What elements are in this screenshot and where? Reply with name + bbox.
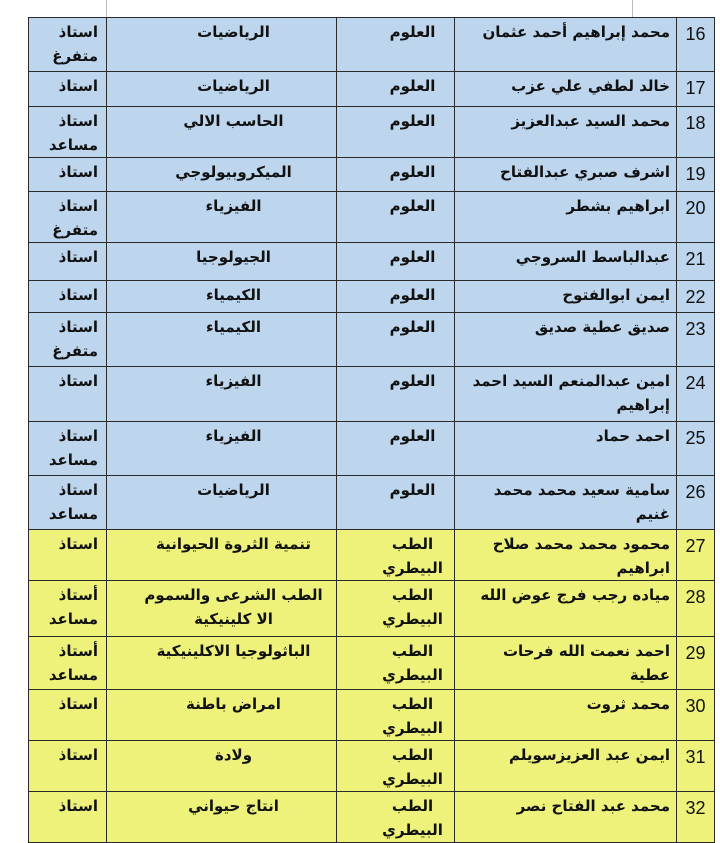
department-cell: الرياضيات [107,18,337,72]
rank-cell: استاذ [29,741,107,792]
table-row [29,367,715,422]
page-border-line [632,0,633,17]
table-row [29,637,715,690]
faculty-cell: العلوم [337,281,455,313]
row-number: 18 [677,107,715,158]
table-row [29,741,715,792]
table-row [29,581,715,637]
faculty-cell: العلوم [337,18,455,72]
row-number: 30 [677,690,715,741]
staff-name: مياده رجب فرج عوض الله [455,581,677,637]
table-row [29,158,715,192]
staff-name: ايمن عبد العزيزسويلم [455,741,677,792]
rank-cell: استاذ مساعد [29,107,107,158]
row-number: 19 [677,158,715,192]
department-cell: الجيولوجيا [107,243,337,281]
rank-cell: استاذ متفرغ [29,18,107,72]
faculty-cell: العلوم [337,192,455,243]
faculty-cell: العلوم [337,107,455,158]
faculty-cell: الطب البيطري [337,530,455,581]
rank-cell: استاذ [29,243,107,281]
staff-name: صديق عطية صديق [455,313,677,367]
row-number: 21 [677,243,715,281]
staff-name: محمد السيد عبدالعزيز [455,107,677,158]
rank-cell: استاذ مساعد [29,422,107,476]
department-cell: الفيزياء [107,422,337,476]
rank-cell: استاذ [29,367,107,422]
department-cell: الكيمياء [107,313,337,367]
row-number: 22 [677,281,715,313]
table-row [29,192,715,243]
staff-name: ابراهيم بشطر [455,192,677,243]
row-number: 27 [677,530,715,581]
staff-name: خالد لطفي علي عزب [455,72,677,107]
page-border-line [106,0,107,17]
row-number: 24 [677,367,715,422]
staff-name: احمد نعمت الله فرحات عطية [455,637,677,690]
rank-cell: استاذ متفرغ [29,313,107,367]
table-row [29,281,715,313]
row-number: 32 [677,792,715,843]
department-cell: الميكروبيولوجي [107,158,337,192]
department-cell: ولادة [107,741,337,792]
table-row [29,422,715,476]
row-number: 17 [677,72,715,107]
rank-cell: استاذ مساعد [29,476,107,530]
department-cell: الطب الشرعى والسموم الا كلينيكية [107,581,337,637]
faculty-cell: الطب البيطري [337,741,455,792]
row-number: 29 [677,637,715,690]
staff-name: محمد ثروت [455,690,677,741]
staff-name: محمود محمد محمد صلاح ابراهيم [455,530,677,581]
staff-name: محمد عبد الفتاح نصر [455,792,677,843]
staff-name: امين عبدالمنعم السيد احمد إبراهيم [455,367,677,422]
rank-cell: أستاذ مساعد [29,581,107,637]
staff-name: محمد إبراهيم أحمد عثمان [455,18,677,72]
table-row [29,313,715,367]
faculty-cell: العلوم [337,243,455,281]
department-cell: الفيزياء [107,367,337,422]
department-cell: تنمية الثروة الحيوانية [107,530,337,581]
faculty-cell: الطب البيطري [337,792,455,843]
department-cell: امراض باطنة [107,690,337,741]
department-cell: الحاسب الالي [107,107,337,158]
table-row [29,476,715,530]
staff-table-body [29,18,715,843]
row-number: 20 [677,192,715,243]
faculty-cell: الطب البيطري [337,637,455,690]
rank-cell: استاذ متفرغ [29,192,107,243]
faculty-cell: الطب البيطري [337,690,455,741]
staff-name: ايمن ابوالفتوح [455,281,677,313]
faculty-cell: الطب البيطري [337,581,455,637]
row-number: 26 [677,476,715,530]
row-number: 31 [677,741,715,792]
table-row [29,18,715,72]
table-row [29,530,715,581]
department-cell: الكيمياء [107,281,337,313]
rank-cell: استاذ [29,158,107,192]
department-cell: الرياضيات [107,72,337,107]
table-row [29,792,715,843]
staff-name: احمد حماد [455,422,677,476]
row-number: 16 [677,18,715,72]
table-row [29,243,715,281]
table-row [29,690,715,741]
department-cell: انتاج حيواني [107,792,337,843]
rank-cell: استاذ [29,72,107,107]
rank-cell: استاذ [29,792,107,843]
rank-cell: استاذ [29,281,107,313]
faculty-cell: العلوم [337,476,455,530]
staff-table [28,17,715,843]
faculty-cell: العلوم [337,313,455,367]
faculty-cell: العلوم [337,367,455,422]
row-number: 28 [677,581,715,637]
staff-name: سامية سعيد محمد محمد غنيم [455,476,677,530]
rank-cell: استاذ [29,530,107,581]
department-cell: الباثولوجيا الاكلينيكية [107,637,337,690]
table-row [29,72,715,107]
rank-cell: أستاذ مساعد [29,637,107,690]
department-cell: الرياضيات [107,476,337,530]
row-number: 25 [677,422,715,476]
faculty-cell: العلوم [337,158,455,192]
table-row [29,107,715,158]
faculty-cell: العلوم [337,72,455,107]
staff-name: اشرف صبري عبدالفتاح [455,158,677,192]
staff-name: عبدالباسط السروجي [455,243,677,281]
rank-cell: استاذ [29,690,107,741]
department-cell: الفيزياء [107,192,337,243]
row-number: 23 [677,313,715,367]
faculty-cell: العلوم [337,422,455,476]
